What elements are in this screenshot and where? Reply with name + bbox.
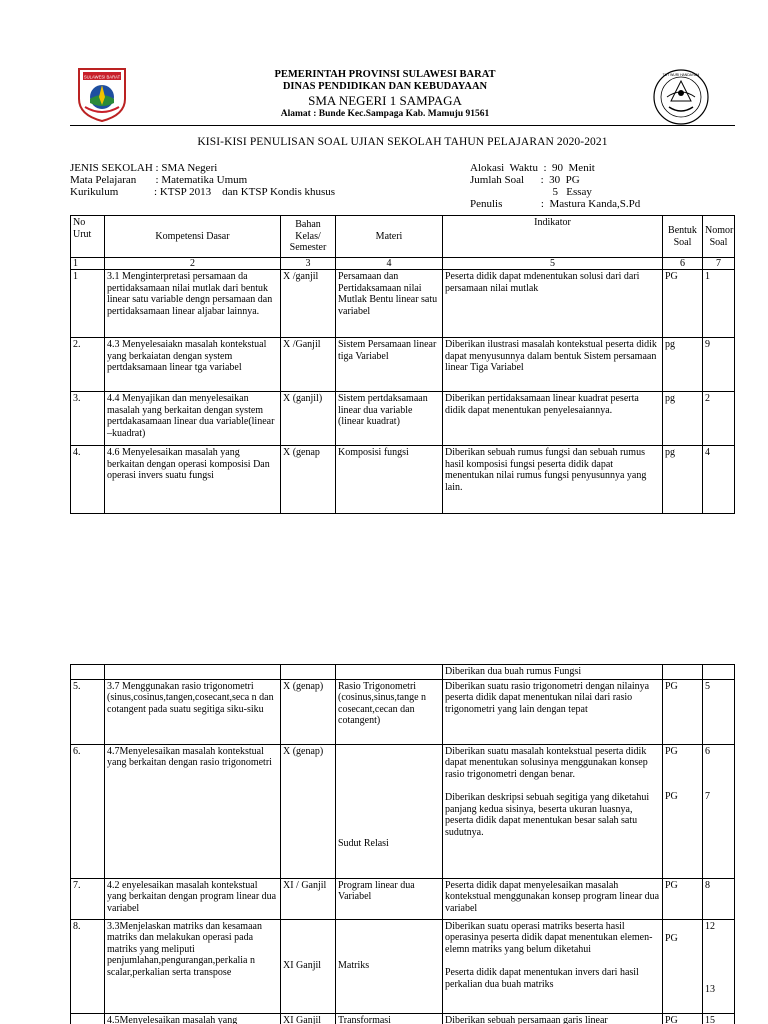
info-left-block: [70, 162, 335, 198]
cell-no: 8.: [71, 919, 105, 1013]
nomor-text: 7: [705, 791, 710, 802]
cell-nomor: 15: [703, 1013, 735, 1024]
bentuk-text: PG: [665, 745, 678, 757]
cell-bentuk: [663, 919, 703, 1013]
info-label: Kurikulum :: [70, 186, 160, 198]
cell-materi: Rasio Trigonometri (cosinus,sinus,tange n cosecant,cecan dan cotangent): [336, 679, 443, 744]
info-label: [470, 186, 553, 198]
info-value: 30 PG: [549, 174, 580, 186]
header-indikator: Indikator: [443, 216, 663, 258]
cell-kelas: XI / Ganjil: [281, 878, 336, 919]
info-question-count: [470, 174, 640, 186]
letterhead-address: Alamat : Bunde Kec.Sampaga Kab. Mamuju 91561: [280, 109, 490, 119]
cell-kd: 4.6 Menyelesaikan masalah yang berkaitan dengan operasi komposisi Dan operasi invers suatu fungsi: [105, 446, 281, 514]
info-school-type: [70, 162, 335, 174]
cell-nomor: 5: [703, 679, 735, 744]
indikator-text: Diberikan suatu masalah kontekstual peserta didik dapat menentukan solusinya menggunakan konsep rasio trigonometri dengan benar.: [445, 745, 648, 780]
cell-kd: 4.2 enyelesaikan masalah kontekstual yang berkaitan dengan program linear dua variabel: [105, 878, 281, 919]
document-page-2: [0, 662, 768, 1024]
cell-nomor: 1: [703, 270, 735, 338]
cell-kelas: XI Ganjil: [281, 1013, 336, 1024]
cell-kd: 3.3Menjelaskan matriks dan kesamaan matriks dan melakukan operasi pada matriks yang meliputi penjumlahan,pengurangan,perkalia n scalar,perkalian serta transpose: [105, 919, 281, 1013]
table-row-carryover: [71, 665, 735, 680]
cell-bentuk: pg: [663, 446, 703, 514]
header-bentuk-soal: Bentuk Soal: [663, 216, 703, 258]
letterhead: [180, 69, 590, 121]
cell-materi: Transformasi: [336, 1013, 443, 1024]
info-curriculum: [70, 186, 335, 198]
cell-materi: Sistem pertdaksamaan linear dua variable (linear kuadrat): [336, 392, 443, 446]
cell-no: 1: [71, 270, 105, 338]
tut-wuri-logo-text: TUT WURI HANDAYANI: [662, 73, 700, 77]
header-materi: Materi: [336, 216, 443, 258]
table-row: [71, 446, 735, 514]
kisi-table-page-1: [70, 215, 735, 514]
cell-materi: Matriks: [336, 919, 443, 1013]
cell-indikator: Diberikan pertidaksamaan linear kuadrat peserta didik dapat menentukan penyelesaiannya.: [443, 392, 663, 446]
cell-no: 7.: [71, 878, 105, 919]
cell-indikator: Peserta didik dapat menyelesaikan masalah kontekstual menggunakan konsep program linear dua variabel: [443, 878, 663, 919]
cell-indikator: Peserta didik dapat mdenentukan solusi dari dari persamaan nilai mutlak: [443, 270, 663, 338]
info-label: Alokasi Waktu :: [470, 162, 553, 174]
table-row: [71, 392, 735, 446]
header-kompetensi-dasar: Kompetensi Dasar: [105, 216, 281, 258]
column-number: 1: [71, 258, 105, 270]
cell-bentuk: pg: [663, 338, 703, 392]
info-label: Penulis :: [470, 198, 550, 210]
cell-bentuk: PG: [663, 878, 703, 919]
cell-bentuk: PG: [663, 270, 703, 338]
info-duration: [470, 162, 640, 174]
cell-kelas: X (genap): [281, 744, 336, 878]
info-value: KTSP 2013 dan KTSP Kondis khusus: [159, 186, 336, 198]
column-number-row: [71, 258, 735, 270]
info-right-block: [470, 162, 640, 210]
cell-bentuk: PG: [663, 1013, 703, 1024]
cell-bentuk: pg: [663, 392, 703, 446]
info-value: Matematika Umum: [161, 174, 248, 186]
header-kelas-semester: Bahan Kelas/ Semester: [281, 216, 336, 258]
header-nomor-soal: Nomor Soal: [703, 216, 735, 258]
table-row: [71, 919, 735, 1013]
cell-materi: [336, 744, 443, 878]
cell-nomor: 9: [703, 338, 735, 392]
nomor-text: 13: [705, 984, 715, 995]
letterhead-divider: [70, 125, 735, 126]
info-value: 90 Menit: [552, 162, 595, 174]
cell-indikator: [443, 744, 663, 878]
cell-kelas: X (ganjil): [281, 392, 336, 446]
column-number: 2: [105, 258, 281, 270]
info-value: Mastura Kanda,S.Pd: [549, 198, 641, 210]
info-value: 5 Essay: [552, 186, 592, 198]
cell-kd: 4.4 Menyajikan dan menyelesaikan masalah yang berkaitan dengan system pertdakasamaan linear dua variable(linear –kuadrat): [105, 392, 281, 446]
info-label: JENIS SEKOLAH :: [70, 162, 162, 174]
cell-no: 3.: [71, 392, 105, 446]
cell-indikator: Diberikan sebuah persamaan garis linear: [443, 1013, 663, 1024]
cell-nomor: [703, 919, 735, 1013]
info-essay-count: [470, 186, 640, 198]
table-header-row: [71, 216, 735, 258]
cell-no: 2.: [71, 338, 105, 392]
indikator-text: Diberikan suatu operasi matriks beserta hasil operasinya peserta didik dapat menentukan elemen-elemn matriks yang belum diketahui: [445, 920, 653, 955]
info-author: [470, 198, 640, 210]
cell-indikator: [443, 919, 663, 1013]
table-row: [71, 679, 735, 744]
table-row: [71, 338, 735, 392]
letterhead-department: DINAS PENDIDIKAN DAN KEBUDAYAAN: [282, 81, 488, 92]
cell-indikator: Diberikan suatu rasio trigonometri dengan nilainya peserta didik dapat menentukan nilai dari rasio trigonometri yang lain dengan tepat: [443, 679, 663, 744]
info-label: Jumlah Soal :: [470, 174, 550, 186]
cell-materi: Persamaan dan Pertidaksamaan nilai Mutlak Bentu linear satu variabel: [336, 270, 443, 338]
bentuk-text: PG: [665, 932, 678, 944]
cell-no: 6.: [71, 744, 105, 878]
cell-no: 5.: [71, 679, 105, 744]
cell-indikator: Diberikan dua buah rumus Fungsi: [443, 665, 663, 680]
column-number: 7: [703, 258, 735, 270]
cell-nomor: [703, 744, 735, 878]
cell-kelas: X (genap: [281, 446, 336, 514]
cell-kd: 4.7Menyelesaikan masalah kontekstual yang berkaitan dengan rasio trigonometri: [105, 744, 281, 878]
document-title: KISI-KISI PENULISAN SOAL UJIAN SEKOLAH TAHUN PELAJARAN 2020-2021: [197, 136, 608, 148]
cell-kelas: X /ganjil: [281, 270, 336, 338]
provincial-logo: [75, 63, 129, 123]
nomor-text: 12: [705, 920, 715, 932]
column-number: 5: [443, 258, 663, 270]
column-number: 3: [281, 258, 336, 270]
cell-indikator: Diberikan ilustrasi masalah kontekstual peserta didik dapat menyusunnya dalam bentuk Sistem persamaan linear Tiga Variabel: [443, 338, 663, 392]
cell-bentuk: [663, 744, 703, 878]
cell-materi: Sistem Persamaan linear tiga Variabel: [336, 338, 443, 392]
cell-kd: 4.5Menyelesaikan masalah yang: [105, 1013, 281, 1024]
table-row: [71, 270, 735, 338]
indikator-text: Diberikan deskripsi sebuah segitiga yang diketahui panjang kedua sisinya, beserta ukuran luasnya, peserta didik dapat menentukan besar salah satu sudutnya.: [445, 792, 650, 838]
cell-materi: Program linear dua Variabel: [336, 878, 443, 919]
cell-no: 4.: [71, 446, 105, 514]
cell-kd: 4.3 Menyelesaiakn masalah kontekstual yang berkaiatan dengan system pertdaksamaan linear tga variabel: [105, 338, 281, 392]
provincial-logo-text: SULAWESI BARAT: [83, 74, 121, 80]
materi-text: Sudut Relasi: [338, 837, 389, 849]
info-value: SMA Negeri: [161, 162, 218, 174]
nomor-text: 6: [705, 745, 710, 757]
table-row: [71, 1013, 735, 1024]
cell-bentuk: PG: [663, 679, 703, 744]
cell-no: [71, 1013, 105, 1024]
letterhead-province: PEMERINTAH PROVINSI SULAWESI BARAT: [274, 69, 496, 80]
cell-nomor: 8: [703, 878, 735, 919]
info-label: Mata Pelajaran :: [70, 174, 162, 186]
cell-kd: 3.7 Menggunakan rasio trigonometri (sinus,cosinus,tangen,cosecant,seca n dan cotangent pada suatu segitiga siku-siku: [105, 679, 281, 744]
header-no: No Urut: [71, 216, 105, 258]
kisi-table-page-2: [70, 664, 735, 1024]
column-number: 6: [663, 258, 703, 270]
indikator-text: Peserta didik dapat menentukan invers dari hasil perkalian dua buah matriks: [445, 967, 639, 990]
cell-materi: Komposisi fungsi: [336, 446, 443, 514]
cell-kelas: X (genap): [281, 679, 336, 744]
cell-kelas: XI Ganjil: [281, 919, 336, 1013]
bentuk-text: PG: [665, 791, 678, 802]
cell-kd: 3.1 Menginterpretasi persamaan da pertidaksamaan nilai mutlak dari bentuk linear satu variable dengn persamaan dan pertidaksamaan linear aljabar lainnya.: [105, 270, 281, 338]
cell-nomor: 2: [703, 392, 735, 446]
column-number: 4: [336, 258, 443, 270]
tut-wuri-handayani-logo: [653, 67, 709, 127]
cell-indikator: Diberikan sebuah rumus fungsi dan sebuah rumus hasil komposisi fungsi peserta didik dapat menentukan nilai rumus fungsi penyusunnya yang lain.: [443, 446, 663, 514]
letterhead-school-name: SMA NEGERI 1 SAMPAGA: [308, 93, 462, 108]
cell-nomor: 4: [703, 446, 735, 514]
table-row: [71, 744, 735, 878]
cell-kelas: X /Ganjil: [281, 338, 336, 392]
info-subject: [70, 174, 335, 186]
table-row: [71, 878, 735, 919]
